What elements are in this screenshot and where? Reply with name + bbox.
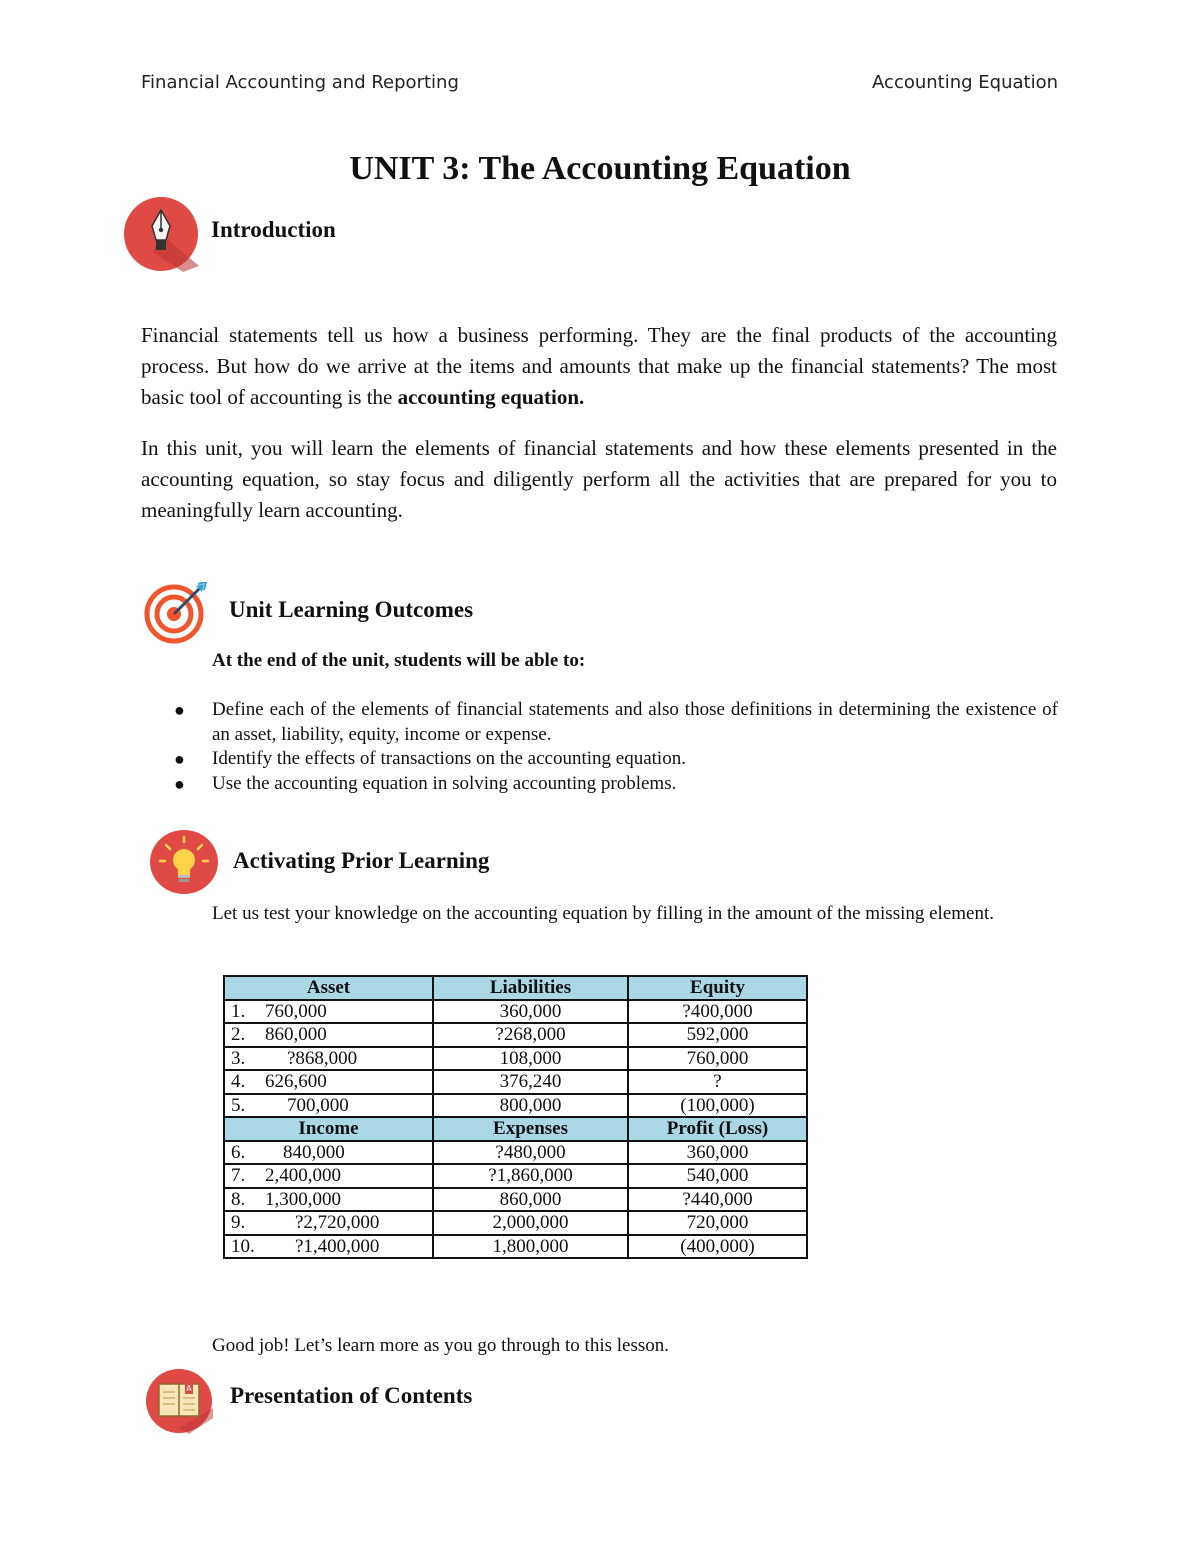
table-cell: 360,000 (628, 1141, 807, 1165)
outcomes-list (174, 698, 1058, 796)
header-left: Financial Accounting and Reporting (141, 72, 459, 93)
intro-paragraph-2: In this unit, you will learn the elements of financial statements and how these elements presented in the accounting equation, so stay focus and diligently perform all the activities that are prepared for you to meaningfully learn accounting. (141, 436, 1057, 522)
table-cell: 540,000 (628, 1164, 807, 1188)
table-cell: 5. 700,000 (224, 1094, 433, 1118)
target-icon (144, 582, 208, 644)
table-cell: 1. 760,000 (224, 1000, 433, 1024)
table-cell: 8. 1,300,000 (224, 1188, 433, 1212)
pen-nib-icon (123, 196, 199, 272)
list-item (174, 747, 1058, 772)
table-cell: 10. ?1,400,000 (224, 1235, 433, 1259)
table-cell: 108,000 (433, 1047, 628, 1071)
column-header-expenses: Expenses (433, 1117, 628, 1141)
outcome-text: Define each of the elements of financial statements and also those definitions in determining the existence of an asset, liability, equity, income or expense. (212, 699, 1058, 745)
table-cell: ?1,860,000 (433, 1164, 628, 1188)
table-row (224, 1000, 807, 1024)
list-item (174, 772, 1058, 797)
table-cell: 4. 626,600 (224, 1070, 433, 1094)
table-cell: ?480,000 (433, 1141, 628, 1165)
intro-paragraph-1-bold: accounting equation. (397, 385, 585, 409)
table-cell: (400,000) (628, 1235, 807, 1259)
table-row (224, 1211, 807, 1235)
table-row (224, 1141, 807, 1165)
bullet-icon: ● (174, 773, 185, 794)
good-job-text: Good job! Let’s learn more as you go through to this lesson. (212, 1335, 669, 1356)
activating-text: Let us test your knowledge on the accounting equation by filling in the amount of the missing element. (212, 903, 995, 924)
table-row (224, 1164, 807, 1188)
table-cell: 1,800,000 (433, 1235, 628, 1259)
table-cell: 800,000 (433, 1094, 628, 1118)
outcome-text: Use the accounting equation in solving accounting problems. (212, 772, 677, 794)
table-row (224, 1235, 807, 1259)
table-header-row (224, 1117, 807, 1141)
lightbulb-icon (149, 829, 219, 895)
page-title: UNIT 3: The Accounting Equation (349, 150, 851, 187)
bullet-icon: ● (174, 749, 185, 769)
activating-heading: Activating Prior Learning (233, 848, 490, 873)
table-row (224, 1023, 807, 1047)
table-row (224, 1188, 807, 1212)
table-header-row (224, 976, 807, 1000)
presentation-heading: Presentation of Contents (230, 1383, 473, 1408)
table-cell: ? (628, 1070, 807, 1094)
table-row (224, 1047, 807, 1071)
table-cell: 3. ?868,000 (224, 1047, 433, 1071)
list-item (174, 698, 1058, 747)
introduction-heading: Introduction (211, 217, 336, 242)
table-cell: 760,000 (628, 1047, 807, 1071)
table-cell: 9. ?2,720,000 (224, 1211, 433, 1235)
column-header-profit-loss: Profit (Loss) (628, 1117, 807, 1141)
bullet-icon: ● (174, 700, 185, 720)
svg-text:A: A (186, 1384, 192, 1393)
column-header-asset: Asset (224, 976, 433, 1000)
accounting-equation-table (223, 975, 808, 1259)
table-cell: 2,000,000 (433, 1211, 628, 1235)
book-icon (145, 1368, 213, 1434)
table-cell: 592,000 (628, 1023, 807, 1047)
column-header-liabilities: Liabilities (433, 976, 628, 1000)
table-cell: (100,000) (628, 1094, 807, 1118)
table-cell: 860,000 (433, 1188, 628, 1212)
column-header-equity: Equity (628, 976, 807, 1000)
table-cell: ?268,000 (433, 1023, 628, 1047)
outcomes-intro: At the end of the unit, students will be able to: (212, 650, 586, 671)
table-cell: ?400,000 (628, 1000, 807, 1024)
intro-paragraph-1-text: Financial statements tell us how a business performing. They are the final products of the accounting process. But how do we arrive at the items and amounts that make up the financial statements? The most basic tool of accounting is the (141, 323, 1057, 409)
table-cell: 376,240 (433, 1070, 628, 1094)
table-row (224, 1070, 807, 1094)
column-header-income: Income (224, 1117, 433, 1141)
table-row (224, 1094, 807, 1118)
table-cell: 6. 840,000 (224, 1141, 433, 1165)
table-cell: 2. 860,000 (224, 1023, 433, 1047)
outcome-text: Identify the effects of transactions on the accounting equation. (212, 748, 686, 769)
table-cell: 360,000 (433, 1000, 628, 1024)
table-cell: 7. 2,400,000 (224, 1164, 433, 1188)
intro-paragraph-1 (141, 320, 1057, 413)
header-right: Accounting Equation (872, 72, 1058, 93)
table-cell: 720,000 (628, 1211, 807, 1235)
table-cell: ?440,000 (628, 1188, 807, 1212)
outcomes-heading: Unit Learning Outcomes (229, 597, 474, 622)
